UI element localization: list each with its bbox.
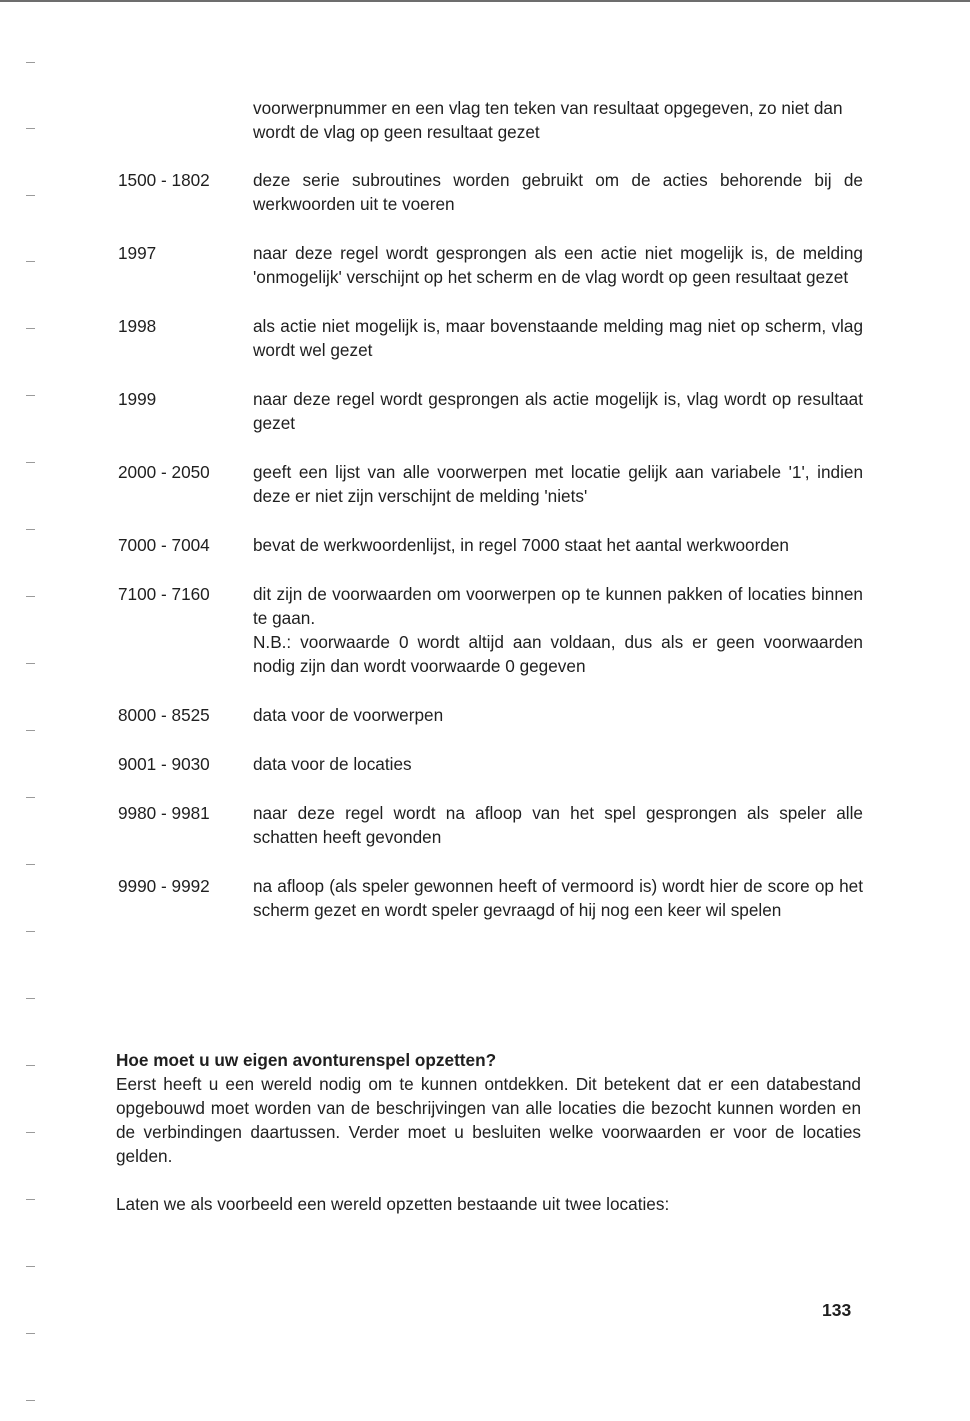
line-description: als actie niet mogelijk is, maar bovenstaande melding mag niet op scherm, vlag wordt wel gezet — [253, 316, 863, 360]
margin-tick — [26, 1266, 35, 1267]
margin-tick — [26, 195, 35, 196]
intro-continuation-text: voorwerpnummer en een vlag ten teken van resultaat opgegeven, zo niet dan wordt de vlag op geen resultaat gezet — [253, 98, 843, 142]
margin-tick — [26, 462, 35, 463]
list-item — [118, 387, 863, 435]
line-description: bevat de werkwoordenlijst, in regel 7000 staat het aantal werkwoorden — [253, 535, 789, 555]
margin-tick — [26, 730, 35, 731]
line-range: 7000 - 7004 — [118, 535, 210, 555]
line-description-with-note — [253, 582, 863, 678]
margin-tick — [26, 1132, 35, 1133]
list-item — [118, 582, 863, 678]
line-description: na afloop (als speler gewonnen heeft of vermoord is) wordt hier de score op het scherm gezet en wordt speler gevraagd of hij nog een keer wil spelen — [253, 876, 863, 920]
section-heading: Hoe moet u uw eigen avonturenspel opzetten? — [116, 1050, 497, 1070]
margin-tick — [26, 1199, 35, 1200]
list-item — [118, 241, 863, 289]
line-range: 9001 - 9030 — [118, 754, 210, 774]
line-range: 2000 - 2050 — [118, 462, 210, 482]
line-description: geeft een lijst van alle voorwerpen met locatie gelijk aan variabele '1', indien deze er niet zijn verschijnt de melding 'niets' — [253, 462, 863, 506]
margin-tick — [26, 62, 35, 63]
line-range: 7100 - 7160 — [118, 584, 210, 604]
page-number: 133 — [822, 1300, 852, 1320]
line-range: 1500 - 1802 — [118, 170, 210, 190]
margin-tick — [26, 395, 35, 396]
line-range: 1998 — [118, 316, 157, 336]
margin-tick — [26, 128, 35, 129]
line-range: 1997 — [118, 243, 157, 263]
section-adventure-setup — [116, 1048, 861, 1240]
margin-tick — [26, 328, 35, 329]
line-description: naar deze regel wordt gesprongen als actie mogelijk is, vlag wordt op resultaat gezet — [253, 389, 863, 433]
margin-tick-marks — [26, 0, 38, 1421]
section-paragraph: Eerst heeft u een wereld nodig om te kunnen ontdekken. Dit betekent dat er een databestand opgebouwd moet worden van de beschrijvingen van alle locaties die bezocht kunnen worden en de verbindingen daartussen. Verder moet u besluiten welke voorwaarden er voor de locaties gelden. — [116, 1074, 861, 1166]
list-item — [118, 460, 863, 508]
page-top-border — [0, 0, 970, 2]
list-item — [118, 874, 863, 922]
margin-tick — [26, 864, 35, 865]
line-range: 1999 — [118, 389, 157, 409]
line-description: naar deze regel wordt gesprongen als een actie niet mogelijk is, de melding 'onmogelijk' verschijnt op het scherm en de vlag wordt op geen resultaat gezet — [253, 243, 863, 287]
margin-tick — [26, 931, 35, 932]
list-item — [118, 314, 863, 362]
list-item — [118, 168, 863, 216]
margin-tick — [26, 261, 35, 262]
section-paragraph: Laten we als voorbeeld een wereld opzetten bestaande uit twee locaties: — [116, 1194, 670, 1214]
list-item — [118, 752, 863, 776]
list-item — [118, 533, 863, 557]
line-range: 9990 - 9992 — [118, 876, 210, 896]
line-description: data voor de locaties — [253, 754, 412, 774]
line-description: deze serie subroutines worden gebruikt om de acties behorende bij de werkwoorden uit te voeren — [253, 170, 863, 214]
margin-tick — [26, 1400, 35, 1401]
margin-tick — [26, 998, 35, 999]
line-range: 9980 - 9981 — [118, 803, 210, 823]
line-range: 8000 - 8525 — [118, 705, 210, 725]
line-description: naar deze regel wordt na afloop van het spel gesprongen als speler alle schatten heeft gevonden — [253, 803, 863, 847]
list-item — [118, 801, 863, 849]
margin-tick — [26, 596, 35, 597]
margin-tick — [26, 1333, 35, 1334]
margin-tick — [26, 663, 35, 664]
list-item — [118, 703, 863, 727]
line-number-reference-list — [118, 168, 863, 947]
line-description: dit zijn de voorwaarden om voorwerpen op te kunnen pakken of locaties binnen te gaan. — [253, 584, 863, 628]
line-description: data voor de voorwerpen — [253, 705, 444, 725]
margin-tick — [26, 529, 35, 530]
nb-note: N.B.: voorwaarde 0 wordt altijd aan voldaan, dus als er geen voorwaarden nodig zijn dan wordt voorwaarde 0 gegeven — [253, 632, 863, 676]
margin-tick — [26, 1065, 35, 1066]
margin-tick — [26, 797, 35, 798]
